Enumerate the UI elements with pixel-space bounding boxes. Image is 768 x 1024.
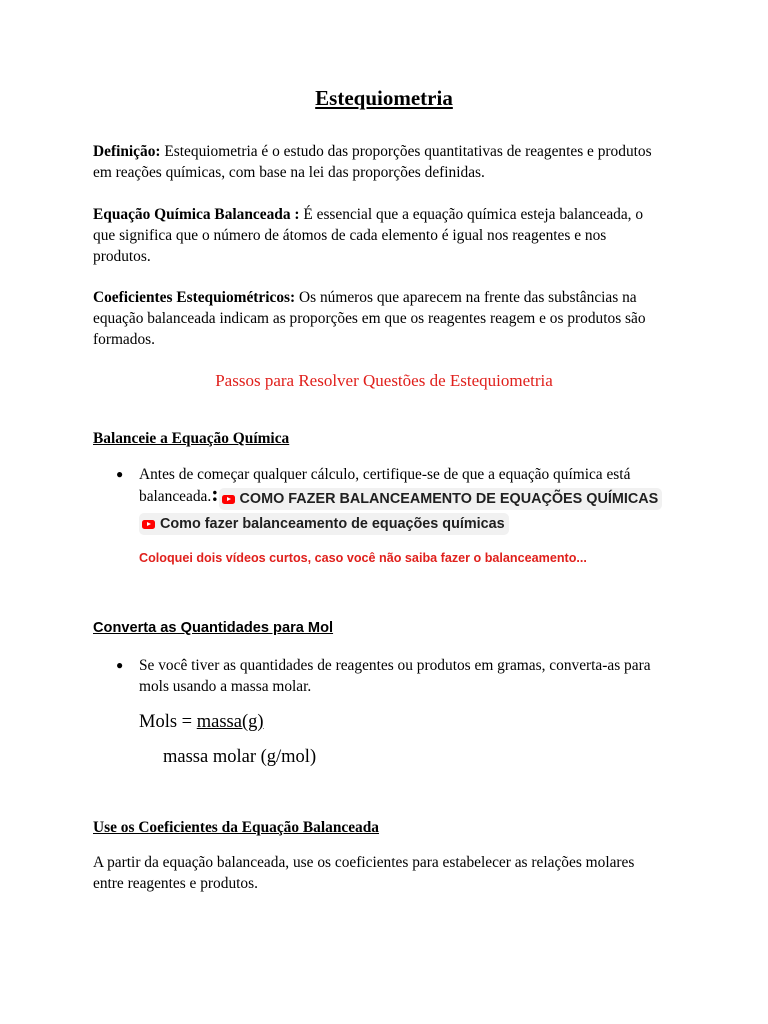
formula-denominator: massa molar (g/mol) (163, 747, 317, 767)
section-coefficients-heading: Use os Coeficientes da Equação Balanceada (93, 819, 380, 836)
formula-lhs: Mols = (139, 712, 197, 732)
steps-heading: Passos para Resolver Questões de Estequiometria (215, 371, 553, 390)
video-note: Coloquei dois vídeos curtos, caso você não saiba fazer o balanceamento... (139, 551, 587, 565)
bullet-dot-icon: ● (116, 658, 124, 672)
balanced-equation-paragraph (93, 204, 653, 267)
bullet-dot-icon: ● (116, 467, 124, 481)
coefficients-label: Coeficientes Estequiométricos: (93, 289, 296, 306)
convert-bullet-text: Se você tiver as quantidades de reagentes ou produtos em gramas, converta-as para mols usando a massa molar. (139, 657, 651, 695)
section-convert-heading: Converta as Quantidades para Mol (93, 620, 334, 636)
section-balance-heading: Balanceie a Equação Química (93, 430, 290, 447)
formula-numerator: massa(g) (196, 712, 264, 732)
coefficients-paragraph (93, 287, 653, 350)
video-link-2[interactable] (139, 513, 509, 535)
balance-bullet-sentence: Antes de começar qualquer cálculo, certifique-se de que a equação química está balanceada. (139, 466, 631, 505)
balance-bullet-text (139, 464, 684, 535)
youtube-icon (142, 520, 155, 529)
definition-text: Estequiometria é o estudo das proporções quantitativas de reagentes e produtos em reações químicas, com base na lei das proporções definidas. (93, 143, 652, 181)
balanced-equation-label: Equação Química Balanceada : (93, 206, 300, 223)
coefficients-usage-text: A partir da equação balanceada, use os coeficientes para estabelecer as relações molares entre reagentes e produtos. (93, 854, 635, 892)
video-link-2-label: Como fazer balanceamento de equações químicas (160, 516, 505, 532)
video-link-1-label: COMO FAZER BALANCEAMENTO DE EQUAÇÕES QUÍMICAS (239, 491, 659, 507)
colon-mark: : (211, 481, 219, 506)
video-link-1[interactable] (219, 488, 663, 510)
definition-label: Definição: (93, 143, 161, 160)
coefficients-text: Os números que aparecem na frente das substâncias na equação balanceada indicam as proporções em que os reagentes reagem e os produtos são formados. (93, 289, 646, 348)
formula-line (139, 712, 264, 733)
balanced-equation-text: É essencial que a equação química esteja balanceada, o que significa que o número de átomos de cada elemento é igual nos reagentes e nos produtos. (93, 206, 644, 265)
definition-paragraph (93, 141, 653, 183)
page-title: Estequiometria (315, 86, 453, 110)
youtube-icon (222, 495, 235, 504)
